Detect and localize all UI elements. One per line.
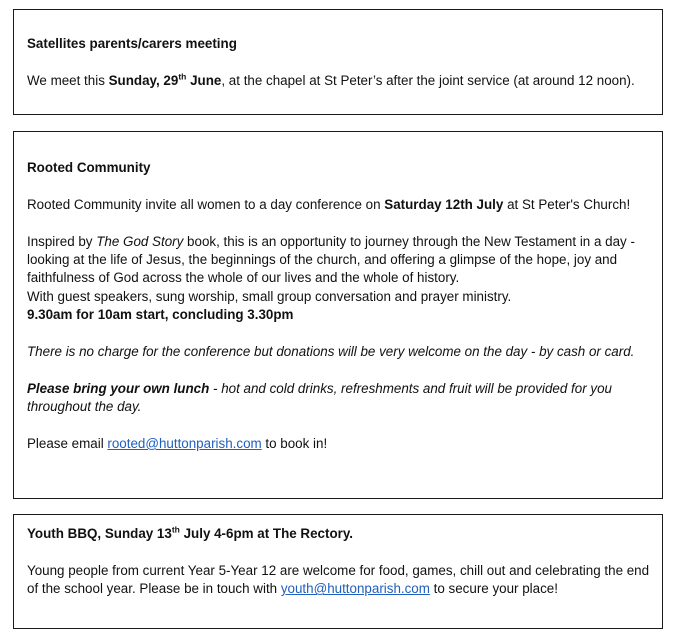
satellites-intro: We meet this bbox=[27, 72, 109, 88]
youth-email-link[interactable]: youth@huttonparish.com bbox=[280, 581, 430, 597]
rooted-invite bbox=[27, 196, 656, 214]
rooted-inspired-post: book, this is an opportunity to journey through the New Testament in a day - looking at the life of Jesus, the beginnings of the church, and offering a glimpse of the hope, joy and faithfulness of God across the whole of our lives and the whole of history. bbox=[27, 233, 635, 286]
youth-title-sup: th bbox=[171, 524, 180, 535]
rooted-invite-date: Saturday 12th July bbox=[384, 196, 504, 212]
satellites-text bbox=[27, 72, 656, 90]
rooted-inspired bbox=[27, 233, 656, 288]
satellites-notice-box bbox=[13, 9, 663, 115]
rooted-email-pre: Please email bbox=[27, 436, 108, 452]
rooted-charge bbox=[27, 343, 656, 361]
rooted-lunch bbox=[27, 380, 656, 417]
satellites-date-month: June bbox=[186, 72, 222, 88]
youth-body bbox=[27, 562, 656, 599]
youth-bbq-box bbox=[13, 514, 663, 629]
rooted-charge-text: There is no charge for the conference but donations will be very welcome on the day - by cash or card. bbox=[27, 344, 635, 360]
satellites-title: Satellites parents/carers meeting bbox=[27, 36, 237, 51]
satellites-date-day: Sunday, 29 bbox=[108, 72, 179, 88]
youth-title bbox=[27, 525, 656, 543]
rooted-email-link[interactable]: rooted@huttonparish.com bbox=[107, 436, 262, 452]
youth-title-post: July 4-6pm at The Rectory. bbox=[179, 526, 354, 541]
youth-body-post: to secure your place! bbox=[429, 581, 558, 597]
rooted-community-box bbox=[13, 131, 663, 499]
rooted-invite-post: at St Peter's Church! bbox=[503, 196, 631, 212]
rooted-email-post: to book in! bbox=[261, 436, 328, 452]
rooted-guests: With guest speakers, sung worship, small group conversation and prayer ministry. bbox=[27, 288, 512, 304]
rooted-book-title: The God Story bbox=[96, 233, 184, 249]
rooted-email-line bbox=[27, 435, 656, 453]
youth-title-pre: Youth BBQ, Sunday 13 bbox=[27, 526, 172, 541]
satellites-rest: , at the chapel at St Peter’s after the joint service (at around 12 noon). bbox=[221, 72, 635, 88]
rooted-invite-pre: Rooted Community invite all women to a day conference on bbox=[27, 196, 385, 212]
rooted-inspired-pre: Inspired by bbox=[27, 233, 97, 249]
rooted-lunch-bold: Please bring your own lunch bbox=[27, 380, 210, 396]
rooted-title: Rooted Community bbox=[27, 160, 151, 175]
youth-body-pre: Young people from current Year 5-Year 12 are welcome for food, games, chill out and celebrating the end of the school year. Please be in touch with bbox=[27, 562, 650, 597]
rooted-lunch-rest: - hot and cold drinks, refreshments and fruit will be provided for you throughout the day. bbox=[27, 380, 612, 415]
satellites-date-sup: th bbox=[178, 71, 187, 82]
rooted-times: 9.30am for 10am start, concluding 3.30pm bbox=[27, 307, 294, 323]
